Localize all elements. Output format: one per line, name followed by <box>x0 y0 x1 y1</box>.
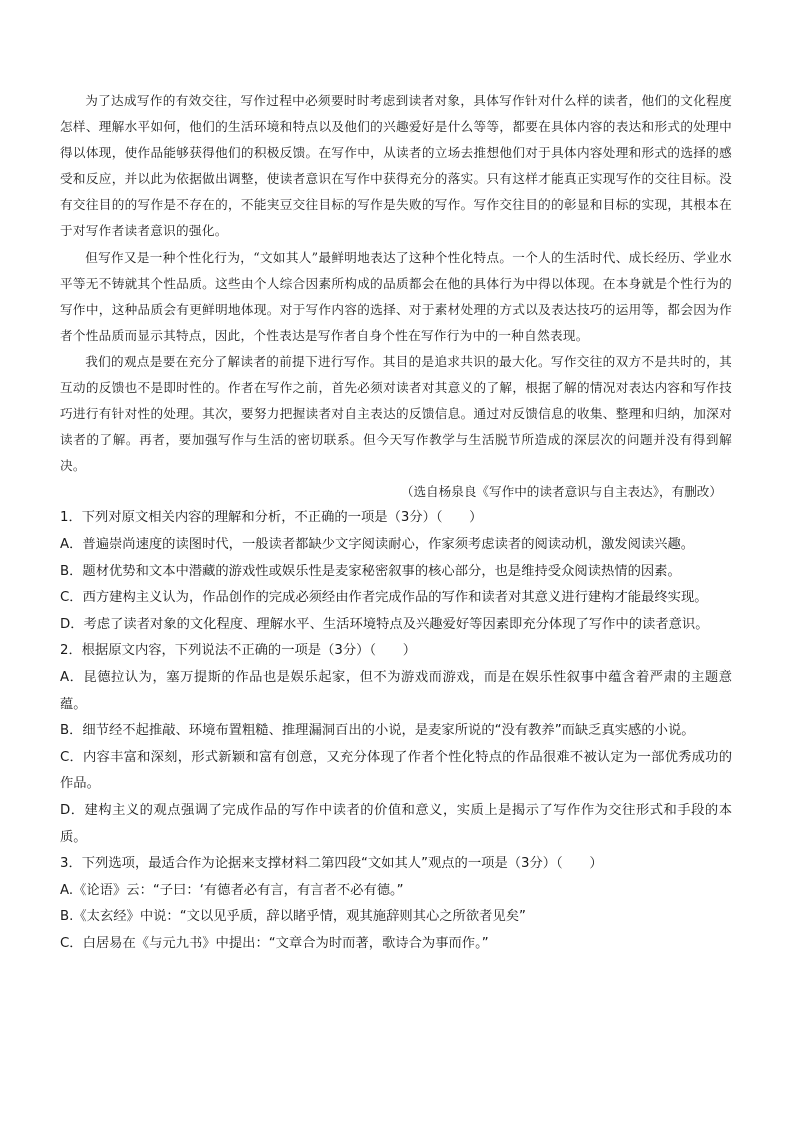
question-list <box>60 505 732 957</box>
question-stem: 3．下列选项，最适合作为论据来支撑材料二第四段“文如其人”观点的一项是（3分）（ ） <box>60 856 603 872</box>
question-option-c: C．内容丰富和深刻，形式新颖和富有创意，又充分体现了作者个性化特点的作品很难不被认定为一部优秀成功的作品。 <box>60 749 732 792</box>
passage-source-citation: （选自杨泉良《写作中的读者意识与自主表达》，有删改） <box>400 484 722 500</box>
question-option-c: C．西方建构主义认为，作品创作的完成必须经由作者完成作品的写作和读者对其意义进行建构才能最终实现。 <box>60 590 708 606</box>
question-stem: 1．下列对原文相关内容的理解和分析，不正确的一项是（3分）（ ） <box>60 510 483 526</box>
question-option-a: A．普遍崇尚速度的读图时代，一般读者都缺少文字阅读耐心，作家须考虑读者的阅读动机，激发阅读兴趣。 <box>60 537 695 552</box>
question-3 <box>60 851 732 957</box>
question-option-a: A.《论语》云：“子曰：‘有德者必有言，有言者不必有德。” <box>60 882 404 898</box>
question-1 <box>60 505 732 638</box>
question-option-d: D．考虑了读者对象的文化程度、理解水平、生活环境特点及兴趣爱好等因素即充分体现了写作中的读者意识。 <box>60 616 709 632</box>
question-stem: 2．根据原文内容，下列说法不正确的一项是（3分）（ ） <box>60 643 416 659</box>
passage-paragraph-3: 我们的观点是要在充分了解读者的前提下进行写作。其目的是追求共识的最大化。写作交往的双方不是共时的，其互动的反馈也不是即时性的。作者在写作之前，首先必须对读者对其意义的了解，根据了解的情况对表达内容和写作技巧进行有针对性的处理。其次，要努力把握读者对自主表达的反馈信息。通过对反馈信息的收集、整理和归纳，加深对读者的了解。再者，要加强写作与生活的密切联系。但今天写作教学与生活脱节所造成的深层次的问题并没有得到解决。 <box>60 353 732 474</box>
passage-paragraph-2: 但写作又是一种个性化行为，“文如其人”最鲜明地表达了这种个性化特点。一个人的生活时代、成长经历、学业水平等无不铸就其个性品质。这些由个人综合因素所构成的品质都会在他的具体行为中得以体现。在本身就是个性行为的写作中，这种品质会有更鲜明地体现。对于写作内容的选择、对于素材处理的方式以及表达技巧的运用等，都会因为作者个性品质而显示其特点，因此，个性表达是写作者自身个性在写作行为中的一种自然表现。 <box>60 249 732 343</box>
exam-page <box>60 88 732 958</box>
question-option-c: C．白居易在《与元九书》中提出：“文章合为时而著，歌诗合为事而作。” <box>60 935 489 951</box>
question-2 <box>60 638 732 851</box>
passage-paragraph-1: 为了达成写作的有效交往，写作过程中必须要时时考虑到读者对象，具体写作针对什么样的读者，他们的文化程度怎样、理解水平如何，他们的生活环境和特点以及他们的兴趣爱好是什么等等，都要在具体内容的表达和形式的处理中得以体现，使作品能够获得他们的积极反馈。在写作中，从读者的立场去推想他们对于具体内容处理和形式的选择的感受和反应，并以此为依据做出调整，使读者意识在写作中获得充分的落实。只有这样才能真正实现写作的交往目标。没有交往目的的写作是不存在的，不能実豆交往目标的写作是失败的写作。写作交往目的的彰显和目标的实现，其根本在于对写作者读者意识的强化。 <box>60 93 732 239</box>
question-option-b: B．细节经不起推敲、环境布置粗糙、推理漏洞百出的小说，是麦家所说的“没有教养”而缺乏真实感的小说。 <box>60 723 695 739</box>
question-option-b: B．题材优势和文本中潜藏的游戏性或娱乐性是麦家秘密叙事的核心部分，也是维持受众阅读热情的因素。 <box>60 563 681 579</box>
reading-passage <box>60 88 732 479</box>
question-option-a: A．昆德拉认为，塞万提斯的作品也是娱乐起家，但不为游戏而游戏，而是在娱乐性叙事中蕴含着严肃的主题意蕴。 <box>60 669 732 712</box>
question-option-b: B.《太玄经》中说：“文以见乎质，辞以睹乎情，观其施辞则其心之所欲者见矣” <box>60 909 526 925</box>
question-option-d: D．建构主义的观点强调了完成作品的写作中读者的价值和意义，实质上是揭示了写作作为交往形式和手段的本质。 <box>60 802 732 845</box>
